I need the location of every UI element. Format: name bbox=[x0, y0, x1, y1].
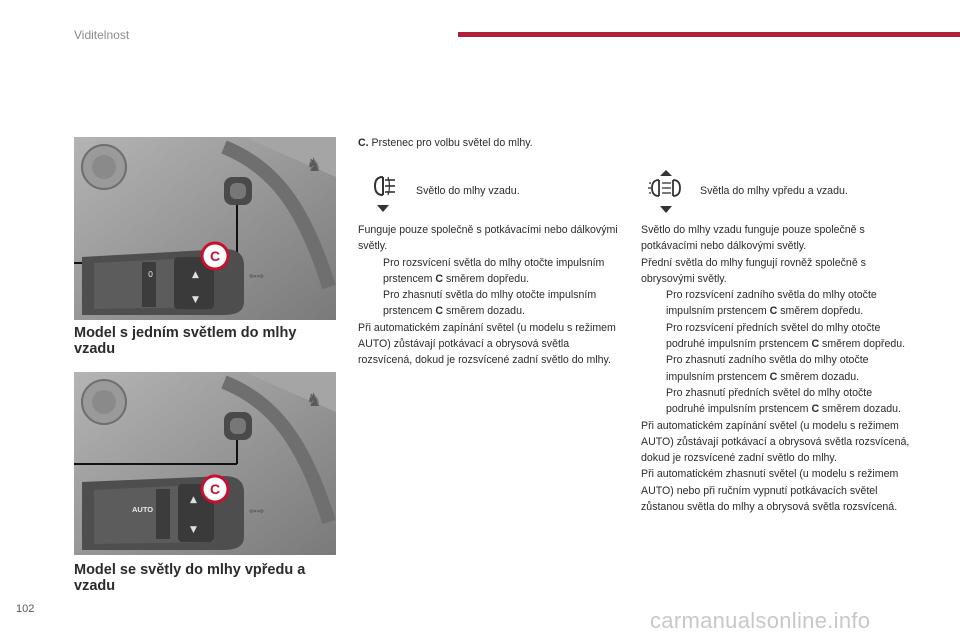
stalk-illustration-auto bbox=[74, 372, 336, 555]
intro-text bbox=[358, 135, 628, 151]
col1-bullet-2: Pro zhasnutí světla do mlhy otočte impulsním prstencem C směrem dozadu. bbox=[383, 289, 597, 318]
col1-body bbox=[358, 222, 626, 369]
col2-para3: Při automatickém zapínání světel (u modelu s režimem AUTO) zůstávají potkávací a obrysová světla rozsvícená, dokud je rozsvícené zadní světlo do mlhy. bbox=[641, 419, 910, 465]
col2-body bbox=[641, 222, 911, 515]
col2-bullet-4: Pro zhasnutí předních světel do mlhy otočte podruhé impulsním prstencem C směrem dozadu. bbox=[666, 386, 901, 416]
col1-para2: Při automatickém zapínání světel (u modelu s režimem AUTO) zůstávají potkávací a obrysová světla rozsvícená, dokud je rozsvícené zadní světlo do mlhy. bbox=[358, 321, 616, 367]
header-accent-bar bbox=[458, 32, 960, 37]
col2-bullet-2: Pro rozsvícení předních světel do mlhy otočte podruhé impulsním prstencem C směrem dopředu. bbox=[666, 321, 906, 351]
svg-text:▲: ▲ bbox=[190, 495, 197, 505]
svg-text:⇦⇨: ⇦⇨ bbox=[249, 507, 265, 517]
stalk-illustration bbox=[74, 137, 336, 320]
figure-stalk-front-rear-fog bbox=[74, 372, 336, 555]
section-title: Viditelnost bbox=[74, 28, 130, 42]
rear-fog-light-icon bbox=[368, 172, 402, 216]
svg-text:▼: ▼ bbox=[192, 295, 199, 305]
col2-bullet-3: Pro zhasnutí zadního světla do mlhy otočte impulsním prstencem C směrem dozadu. bbox=[666, 354, 869, 383]
col2-para4: Při automatickém zhasnutí světel (u modelu s režimem AUTO) nebo při ručním vypnutí potkávacích světel zůstanou světla do mlhy a obrysová světla rozsvícená. bbox=[641, 468, 899, 514]
front-rear-fog-label: Světla do mlhy vpředu a vzadu. bbox=[700, 185, 848, 197]
figure-2-heading: Model se světly do mlhy vpředu a vzadu bbox=[74, 562, 306, 594]
rear-fog-label: Světlo do mlhy vzadu. bbox=[416, 185, 520, 197]
figure-stalk-single-fog bbox=[74, 137, 336, 320]
svg-text:▲: ▲ bbox=[192, 270, 199, 280]
intro-label: C. bbox=[358, 137, 369, 149]
front-rear-fog-lights-icon bbox=[648, 170, 684, 214]
svg-text:▼: ▼ bbox=[190, 525, 197, 535]
callout-label: C bbox=[209, 248, 221, 264]
col2-para2: Přední světla do mlhy fungují rovněž společně s obrysovými světly. bbox=[641, 256, 866, 285]
watermark: carmanualsonline.info bbox=[650, 608, 871, 633]
callout-label: C bbox=[209, 481, 221, 497]
svg-text:♞: ♞ bbox=[306, 155, 323, 176]
col2-para1: Světlo do mlhy vzadu funguje pouze společně s potkávacími nebo dálkovými světly. bbox=[641, 224, 865, 253]
svg-text:0: 0 bbox=[148, 270, 154, 279]
svg-text:♞: ♞ bbox=[306, 390, 323, 411]
intro-desc: Prstenec pro volbu světel do mlhy. bbox=[368, 137, 533, 149]
svg-text:⇦⇨: ⇦⇨ bbox=[249, 272, 265, 282]
col2-bullet-1: Pro rozsvícení zadního světla do mlhy otočte impulsním prstencem C směrem dopředu. bbox=[666, 289, 877, 318]
figure-1-heading: Model s jedním světlem do mlhy vzadu bbox=[74, 325, 297, 357]
col1-bullet-1: Pro rozsvícení světla do mlhy otočte impulsním prstencem C směrem dopředu. bbox=[383, 256, 605, 285]
auto-label: AUTO bbox=[132, 505, 154, 514]
col1-para1: Funguje pouze společně s potkávacími nebo dálkovými světly. bbox=[358, 224, 618, 253]
page-number: 102 bbox=[16, 603, 35, 615]
